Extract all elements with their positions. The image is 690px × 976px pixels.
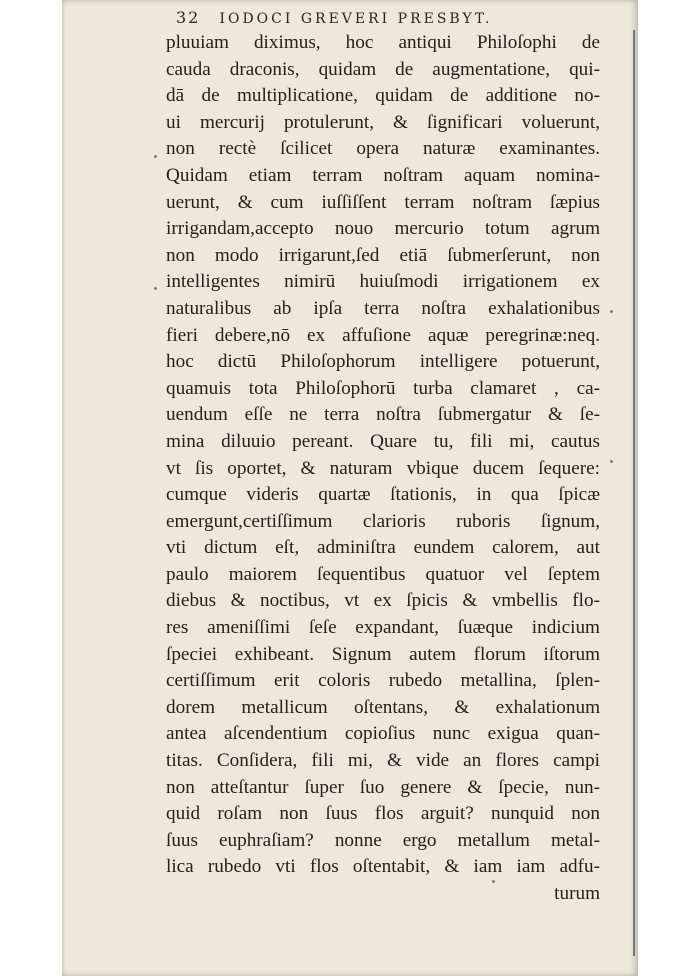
text-line: certiſſimum erit coloris rubedo metallina, ſplen- <box>166 670 600 692</box>
text-line: Quidam etiam terram noſtram aquam nomina- <box>166 164 600 186</box>
text-line: dā de multiplicatione, quidam de additione no- <box>166 85 600 107</box>
text-line: titas. Conſidera, fili mi, & vide an flores campi <box>166 750 600 772</box>
ink-speck <box>610 460 613 463</box>
text-line: pluuiam diximus, hoc antiqui Philoſophi de <box>166 32 600 53</box>
text-line: naturalibus ab ipſa terra noſtra exhalationibus <box>166 297 600 319</box>
text-line: uendum eſſe ne terra noſtra ſubmergatur & ſe- <box>166 404 600 426</box>
ink-speck <box>492 880 495 883</box>
text-line: quid roſam non ſuus flos arguit? nunquid non <box>166 803 600 825</box>
text-line: fieri debere,nō ex affuſione aquæ peregrinæ:neq. <box>166 324 600 346</box>
text-line: ſpeciei exhibeant. Signum autem florum iſtorum <box>166 643 600 665</box>
text-line: res ameniſſimi ſeſe expandant, ſuæque indicium <box>166 617 600 639</box>
text-line: vti dictum eſt, adminiſtra eundem calorem, aut <box>166 537 600 559</box>
ink-speck <box>610 310 613 313</box>
text-line: irrigandam,accepto nouo mercurio totum agrum <box>166 218 600 240</box>
text-line: ui mercurij protulerunt, & ſignificari voluerunt, <box>166 111 600 133</box>
text-line: vt ſis oportet, & naturam vbique ducem ſequere: <box>166 457 600 479</box>
text-line: lica rubedo vti flos oſtentabit, & iam iam adfu- <box>166 856 600 878</box>
ink-speck <box>154 155 157 158</box>
ink-speck <box>154 287 157 290</box>
text-line: uerunt, & cum iuſſiſſent terram noſtram ſæpius <box>166 191 600 213</box>
body-text <box>166 30 600 908</box>
text-line: emergunt,certiſſimum clarioris ruboris ſignum, <box>166 510 600 532</box>
page-header <box>176 8 616 30</box>
running-title: IODOCI GREVERI PRESBYT. <box>219 11 493 27</box>
text-line: hoc dictū Philoſophorum intelligere potuerunt, <box>166 351 600 373</box>
text-line: non modo irrigarunt,ſed etiā ſubmerſerunt, non <box>166 244 600 266</box>
text-line: diebus & noctibus, vt ex ſpicis & vmbellis flo- <box>166 590 600 612</box>
catchword: turum <box>554 883 600 904</box>
text-line: cumque videris quartæ ſtationis, in qua ſpicæ <box>166 484 600 506</box>
text-line: quamuis tota Philoſophorū turba clamaret , ca- <box>166 377 600 399</box>
text-line: non atteſtantur ſuper ſuo genere & ſpecie, nun- <box>166 776 600 798</box>
book-page <box>62 0 638 976</box>
page-number: 32 <box>176 8 201 27</box>
text-line: paulo maiorem ſequentibus quatuor vel ſeptem <box>166 563 600 585</box>
text-line: ſuus euphraſiam? nonne ergo metallum metal- <box>166 829 600 851</box>
text-line: antea aſcendentium copioſius nunc exigua quan- <box>166 723 600 745</box>
text-line: cauda draconis, quidam de augmentatione, qui- <box>166 58 600 80</box>
text-line: non rectè ſcilicet opera naturæ examinantes. <box>166 138 600 160</box>
text-line: dorem metallicum oſtentans, & exhalationum <box>166 696 600 718</box>
text-line: intelligentes nimirū huiuſmodi irrigationem ex <box>166 271 600 293</box>
text-line: mina diluuio pereant. Quare tu, fili mi, cautus <box>166 430 600 452</box>
